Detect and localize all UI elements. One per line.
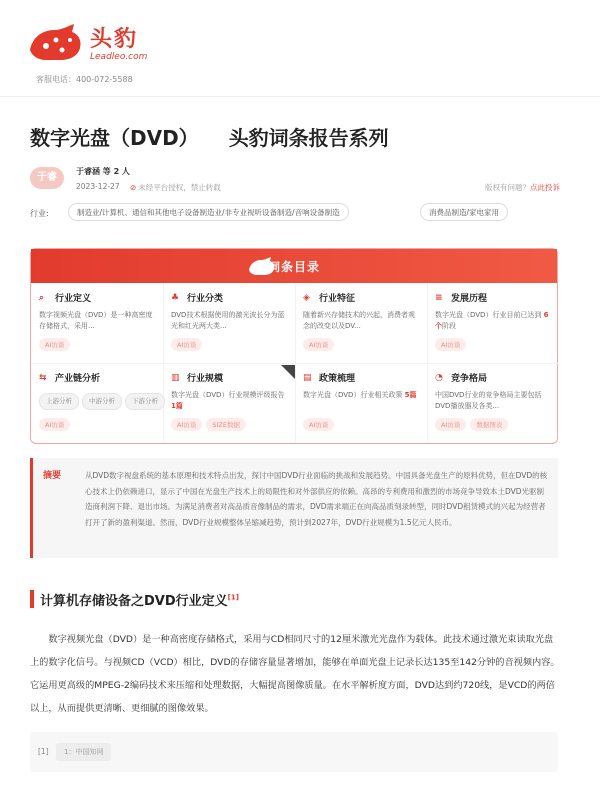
chain-icon: ⇆ <box>39 372 47 383</box>
reference-number: [1] <box>38 747 49 756</box>
upstream-chip[interactable]: 上游分析 <box>39 393 79 410</box>
section-body: 数字视频光盘（DVD）是一种高密度存储格式，采用与CD相同尺寸的12厘米激光光盘作为载体。此技术通过激光束读取光盘上的数字化信号。与视频CD（VCD）相比，DVD的存储容量显著增加，能够在单面光盘上记录长达135至142分钟的音视频内容。它运用更高级的MPEG-2编码技术来压缩和处理数据，大幅提高图像质量。在水平解析度方面，DVD达到约720线，是VCD的两倍以上，从而提供更清晰、更细腻的图像效果。 <box>30 634 560 714</box>
catalog-item-definition[interactable] <box>31 285 163 365</box>
publish-date: 2023-12-27 <box>76 182 120 191</box>
catalog-item-title: 行业特征 <box>319 294 356 304</box>
catalog-item-title: 产业链分析 <box>55 374 101 384</box>
section-title-text: 计算机存储设备之DVD行业定义 <box>40 594 228 609</box>
section-title <box>40 590 239 609</box>
desc-text: 数字光盘（DVD）行业相关政策 <box>303 391 405 399</box>
catalog-item-desc <box>435 310 551 332</box>
catalog-item-policy[interactable] <box>295 365 427 445</box>
abstract-text: 从DVD数字视盘系统的基本原理和技术特点出发，探讨中国DVD行业面临的挑战和发展趋势。中国具备光盘生产的原料优势，但在DVD的核心技术上仍依赖进口，显示了中国在光盘生产技术上的局限性和对外部供应的依赖。高昂的专利费用和激烈的市场竞争导致本土DVD光驱制造商利润下降、退出市场。为满足消费者对高品质音像制品的需求，DVD需求端正在向高品质刻录转型，同时DVD租赁模式的兴起为经营者打开了新的盈利渠道。然而，DVD行业规模整体呈缩减趋势，预计到2027年，DVD行业规模为1.5亿元人民币。 <box>85 471 548 527</box>
desc-count: 6个 <box>435 311 549 330</box>
catalog-item-chain[interactable] <box>31 365 163 445</box>
catalog-item-desc <box>171 390 287 412</box>
ai-interview-chip[interactable]: AI访谈 <box>171 338 202 351</box>
desc-count: 1篇 <box>171 402 183 410</box>
ai-interview-chip[interactable]: AI访谈 <box>435 338 466 351</box>
author-name[interactable]: 于睿涵 等 2 人 <box>76 167 130 176</box>
catalog-title: 词条目录 <box>267 260 320 274</box>
reference-mark[interactable]: [1] <box>227 593 239 602</box>
size-data-chip[interactable]: SIZE数据 <box>206 418 246 431</box>
industry-tag-manufacturing[interactable]: 制造业/计算机、通信和其他电子设备制造业/非专业视听设备制造/音响设备制造 <box>68 203 349 221</box>
catalog-item-title: 竞争格局 <box>451 374 488 384</box>
header-divider <box>0 96 600 97</box>
catalog-item-desc: DVD技术根据使用的激光波长分为蓝光和红光两大类... <box>171 311 285 330</box>
downstream-chip[interactable]: 下游分析 <box>125 393 165 410</box>
page-title <box>30 122 389 151</box>
ai-interview-chip[interactable]: AI访谈 <box>435 418 466 431</box>
abstract-box <box>30 458 558 558</box>
desc-text: 阶段 <box>442 322 456 330</box>
industry-tag-consumer[interactable]: 消费品制造/家电家用 <box>420 203 508 221</box>
data-chart-chip[interactable]: 数据图表 <box>470 418 508 431</box>
catalog-item-desc: 随着新兴存储技术的兴起，消费者观念的改变以及DV... <box>303 311 415 330</box>
catalog-item-desc: 中国DVD行业的竞争格局主要包括DVD播放器及各类... <box>435 391 542 410</box>
avatar: 于睿 <box>30 167 64 189</box>
copyright-notice <box>485 182 560 193</box>
classification-icon: ♣ <box>171 292 180 303</box>
copyright-text: 版权有问题？ <box>485 183 530 192</box>
industry-label: 行业: <box>30 209 49 218</box>
catalog-item-classification[interactable] <box>163 285 295 365</box>
midstream-chip[interactable]: 中游分析 <box>82 393 122 410</box>
hotline-text: 客服电话：400-072-5588 <box>36 75 133 84</box>
brand-site: Leadleo.com <box>90 52 148 62</box>
section-accent-bar <box>30 590 34 608</box>
catalog-item-title: 行业规模 <box>187 374 224 384</box>
catalog-item-history[interactable] <box>427 285 559 365</box>
catalog-item-title: 发展历程 <box>451 294 488 304</box>
catalog-item-desc <box>303 390 419 412</box>
prohibited-icon: ⊘ <box>130 183 137 192</box>
corner-badge-icon <box>281 365 295 379</box>
title-series: 头豹词条报告系列 <box>228 126 389 150</box>
reference-source[interactable]: 1：中国知网 <box>56 743 111 761</box>
ai-interview-chip[interactable]: AI访谈 <box>303 418 334 431</box>
desc-text: 数字光盘（DVD）行业规模评级报告 <box>171 391 285 399</box>
history-icon: ≡ <box>435 292 443 303</box>
reprint-warning-text: 未经平台授权，禁止转载 <box>138 183 221 192</box>
catalog-header <box>31 249 557 283</box>
chain-subitems <box>39 390 158 412</box>
complaint-link[interactable]: 点此投诉 <box>530 183 560 192</box>
leopard-logo-icon <box>26 20 86 64</box>
brand-name: 头豹 <box>90 27 139 52</box>
catalog-item-title: 行业分类 <box>187 294 224 304</box>
ai-interview-chip[interactable]: AI访谈 <box>303 338 334 351</box>
feature-icon: ◈ <box>303 292 310 303</box>
abstract-label: 摘要 <box>43 471 62 481</box>
competition-icon: ◔ <box>435 372 443 383</box>
scale-icon: ▥ <box>171 372 180 383</box>
ai-interview-chip[interactable]: AI访谈 <box>171 418 202 431</box>
desc-text: 数字光盘（DVD）行业目前已达到 <box>435 311 544 319</box>
reference-box <box>30 732 558 772</box>
catalog-item-competition[interactable] <box>427 365 559 445</box>
catalog-item-title: 政策梳理 <box>319 374 356 384</box>
reprint-warning <box>130 182 221 193</box>
title-main: 数字光盘（DVD） <box>30 126 199 150</box>
ai-interview-chip[interactable]: AI访谈 <box>39 418 70 431</box>
definition-icon: ⌕ <box>39 292 45 303</box>
catalog-item-feature[interactable] <box>295 285 427 365</box>
desc-count: 5篇 <box>404 391 417 399</box>
catalog-item-title: 行业定义 <box>55 294 92 304</box>
catalog-item-desc: 数字视频光盘（DVD）是一种高密度存储格式，采用... <box>39 311 153 330</box>
policy-icon: ▤ <box>303 372 312 383</box>
catalog-panel <box>30 248 558 444</box>
ai-interview-chip[interactable]: AI访谈 <box>39 338 70 351</box>
catalog-item-scale[interactable] <box>163 365 295 445</box>
header <box>26 14 586 84</box>
